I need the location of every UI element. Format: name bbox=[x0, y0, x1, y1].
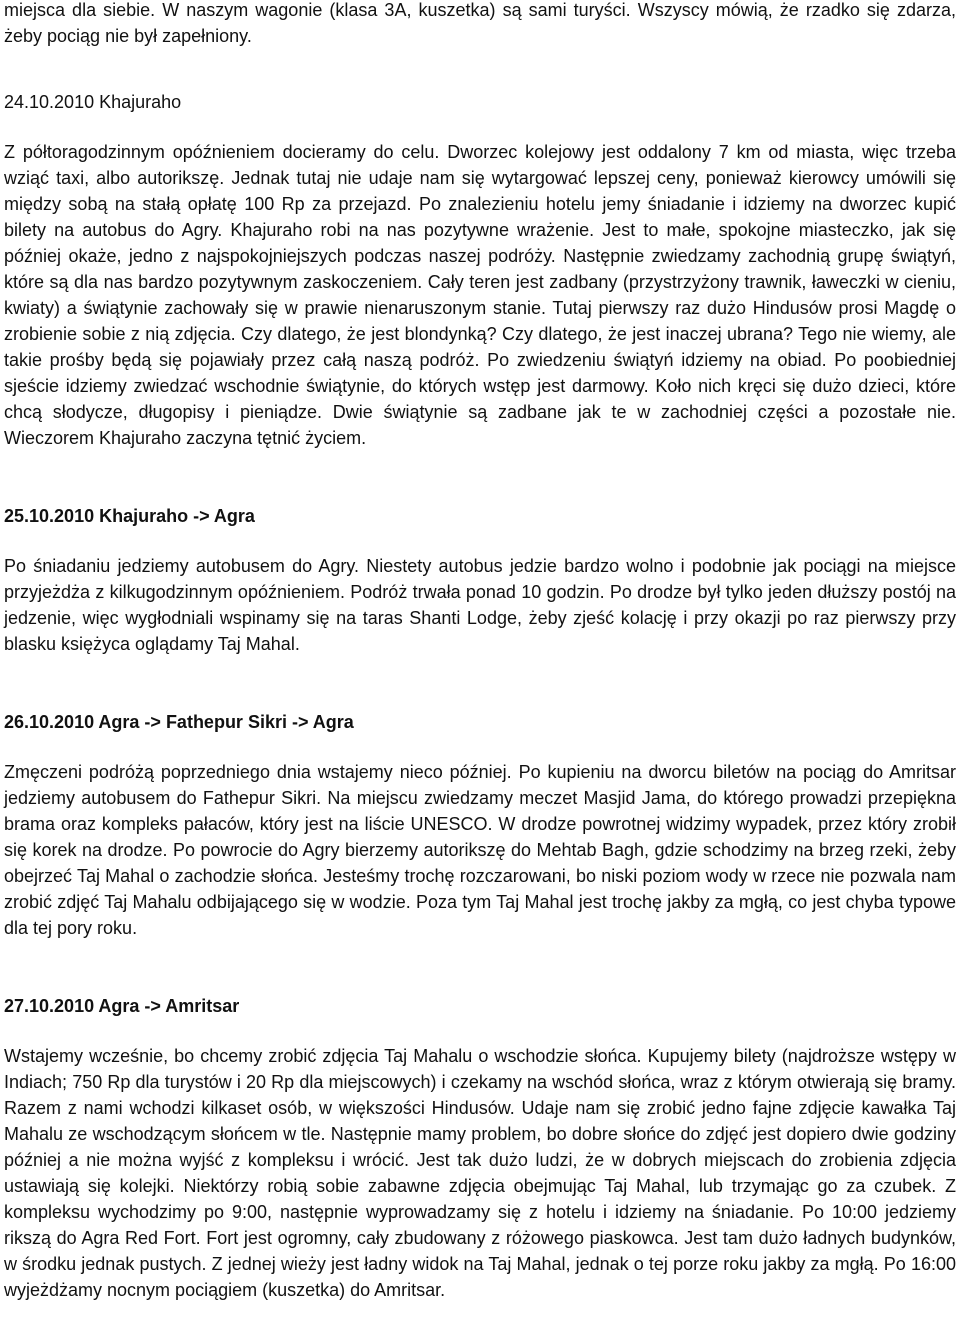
section-heading: 27.10.2010 Agra -> Amritsar bbox=[4, 996, 240, 1016]
section-text: Zmęczeni podróżą poprzedniego dnia wstajemy nieco później. Po kupieniu na dworcu biletów na pociąg do Amritsar jedziemy autobusem do Fathepur Sikri. Na miejscu zwiedzamy meczet Masjid Jama, do którego prowadzi przepiękna brama oraz kompleks pałaców, który jest na liście UNESCO. W drodze powrotnej widzimy wypadek, przez który zrobił się korek na drodze. Po powrocie do Agry bierzemy autorikszę do Mehtab Bagh, gdzie schodzimy na brzeg rzeki, żeby obejrzeć Taj Mahal o zachodzie słońca. Jesteśmy trochę rozczarowani, bo niski poziom wody w rzece nie pozwala nam zrobić zdjęć Taj Mahalu odbijającego się w wodzie. Poza tym Taj Mahal jest trochę jakby za mgłą, co jest chyba typowe dla tej pory roku. bbox=[4, 762, 956, 938]
intro-paragraph: miejsca dla siebie. W naszym wagonie (klasa 3A, kuszetka) są sami turyści. Wszyscy mówią, że rzadko się zdarza, żeby pociąg nie był zapełniony. bbox=[4, 0, 956, 46]
section-heading: 26.10.2010 Agra -> Fathepur Sikri -> Agra bbox=[4, 712, 354, 732]
section-26-10 bbox=[4, 709, 956, 941]
section-heading: 24.10.2010 Khajuraho bbox=[4, 92, 182, 112]
section-text: Z półtoragodzinnym opóźnieniem docieramy do celu. Dworzec kolejowy jest oddalony 7 km od miasta, więc trzeba wziąć taxi, albo autorikszę. Jednak tutaj nie udaje nam się wytargować lepszej ceny, ponieważ kierowcy umówili się między sobą na stałą opłatę 100 Rp za przejazd. Po znalezieniu hotelu jemy śniadanie i idziemy na dworzec kupić bilety na autobus do Agry. Khajuraho robi na nas pozytywne wrażenie. Jest to małe, spokojne miasteczko, jak się później okaże, jedno z najspokojniejszych podczas naszej podróży. Następnie zwiedzamy zachodnią grupę świątyń, które są dla nas bardzo pozytywnym zaskoczeniem. Cały teren jest zadbany (przystrzyżony trawnik, ławeczki w cieniu, kwiaty) a świątynie zachowały się w prawie nienaruszonym stanie. Tutaj pierwszy raz dużo Hindusów prosi Magdę o zrobienie sobie z nią zdjęcia. Czy dlatego, że jest blondynką? Czy dlatego, że jest inaczej ubrana? Tego nie wiemy, ale takie prośby będą się pojawiały przez całą naszą podróż. Po zwiedzeniu świątyń idziemy na obiad. Po poobiedniej sjeście idziemy zwiedzać wschodnie świątynie, do których wstęp jest darmowy. Koło nich kręci się dużo dzieci, które chcą słodycze, długopisy i pieniądze. Dwie świątynie są zadbane jak te w zachodniej części a pozostałe nie. Wieczorem Khajuraho zaczyna tętnić życiem. bbox=[4, 142, 956, 448]
section-27-10 bbox=[4, 993, 956, 1303]
section-25-10 bbox=[4, 503, 956, 657]
spacer bbox=[4, 49, 956, 89]
section-text: Po śniadaniu jedziemy autobusem do Agry. Niestety autobus jedzie bardzo wolno i podobnie jak pociągi na miejsce przyjeżdża z kilkugodzinnym opóźnieniem. Podróż trwała ponad 10 godzin. Po drodze był tylko jeden dłuższy postój na jedzenie, więc wygłodniali wspinamy się na taras Shanti Lodge, żeby zjeść kolację i przy okazji po raz pierwszy przy blasku księżyca oglądamy Taj Mahal. bbox=[4, 556, 956, 654]
section-heading: 25.10.2010 Khajuraho -> Agra bbox=[4, 506, 255, 526]
section-24-10 bbox=[4, 89, 956, 451]
section-text: Wstajemy wcześnie, bo chcemy zrobić zdjęcia Taj Mahalu o wschodzie słońca. Kupujemy bilety (najdroższe wstępy w Indiach; 750 Rp dla turystów i 20 Rp dla miejscowych) i czekamy na wschód słońca, wraz z którym otwierają się bramy. Razem z nami wchodzi kilkaset osób, w większości Hindusów. Udaje nam się zrobić jedno fajne zdjęcie kawałka Taj Mahalu ze wschodzącym słońcem w tle. Następnie mamy problem, bo dobre słońce do zdjęć jest dopiero dwie godziny później a nie można wyjść z kompleksu i wrócić. Jest tak dużo ludzi, że w dobrych miejscach do zrobienia zdjęcia ustawiają się kolejki. Niektórzy robią sobie zabawne zdjęcia obejmując Taj Mahal, lub trzymając go za czubek. Z kompleksu wychodzimy po 9:00, następnie wyprowadzamy się z hotelu i idziemy na śniadanie. Po 10:00 jedziemy rikszą do Agra Red Fort. Fort jest ogromny, cały zbudowany z różowego piaskowca. Jest tam dużo ładnych budynków, w środku jednak pustych. Z jednej wieży jest ładny widok na Taj Mahal, jednak o tej porze roku jakby za mgłą. Po 16:00 wyjeżdżamy nocnym pociągiem (kuszetka) do Amritsar. bbox=[4, 1046, 956, 1300]
